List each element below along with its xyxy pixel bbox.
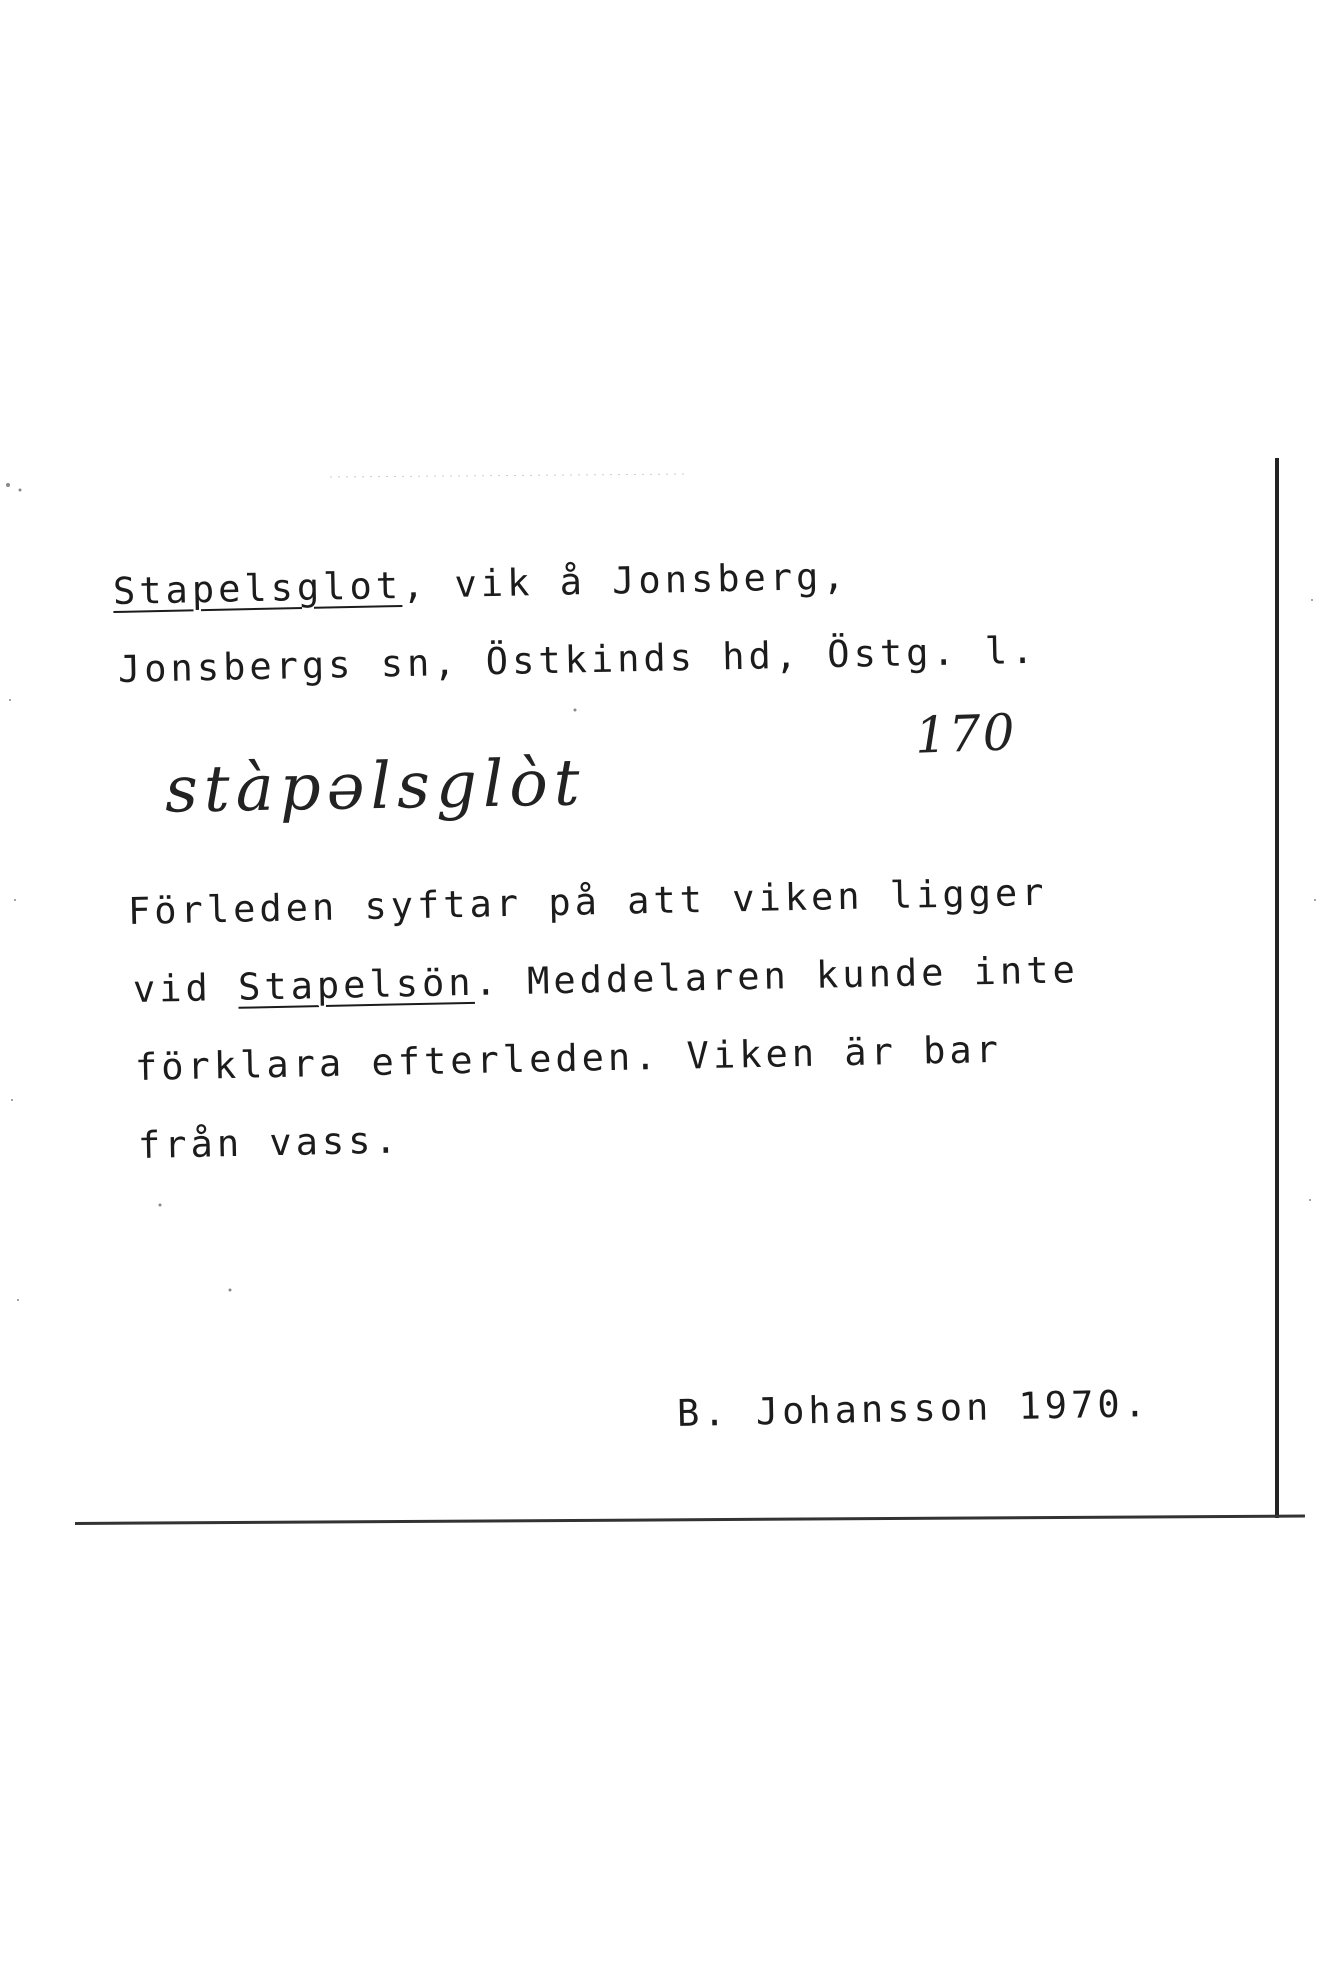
card-right-edge [1275,458,1279,1518]
body-line-2-suffix: . Meddelaren kunde inte [474,948,1080,1004]
body-line-3: förklara efterleden. Viken är bar [134,1027,1003,1089]
body-line-1: Förleden syftar på att viken ligger [127,870,1048,933]
phonetic-transcription: stàpəlsglòt [164,746,587,828]
place-name: Stapelsön [237,960,475,1009]
body-line-4: från vass. [137,1118,402,1167]
body-line-2-prefix: vid [132,965,239,1011]
location-line: Jonsbergs sn, Östkinds hd, Östg. l. [117,628,1038,691]
signature: B. Johansson 1970. [676,1382,1151,1435]
headline-rest: , vik å Jonsberg, [401,554,850,607]
headword: Stapelsglot [112,563,403,613]
page-number: 170 [914,703,1018,765]
